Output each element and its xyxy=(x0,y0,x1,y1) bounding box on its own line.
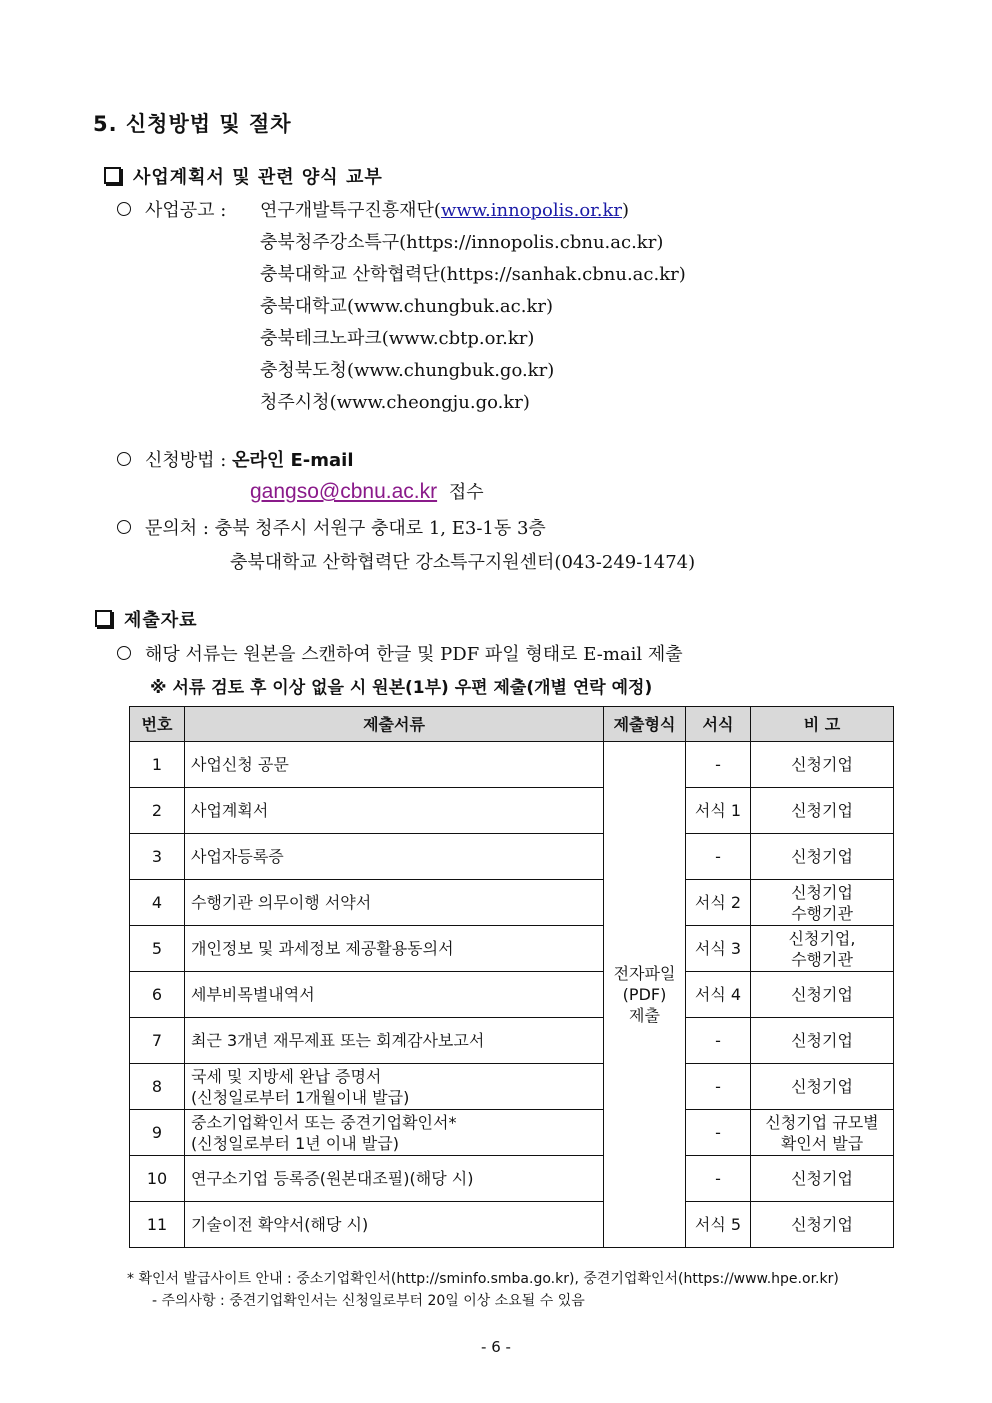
table-row: 8 국세 및 지방세 완납 증명서 (신청일로부터 1개월이내 발급) - 신청기업 xyxy=(130,1064,894,1110)
section-title: 5. 신청방법 및 절차 xyxy=(93,112,292,136)
table-row: 4 수행기관 의무이행 서약서 서식 2 신청기업 수행기관 xyxy=(130,880,894,926)
table-row: 1 사업신청 공문 전자파일 (PDF) 제출 - 신청기업 xyxy=(130,742,894,788)
subsection-heading-submission: 제출자료 xyxy=(95,606,198,632)
table-row: 7 최근 3개년 재무제표 또는 회계감사보고서 - 신청기업 xyxy=(130,1018,894,1064)
header-format: 제출형식 xyxy=(604,707,686,742)
format-merged-cell: 전자파일 (PDF) 제출 xyxy=(604,742,686,1248)
table-header-row xyxy=(130,707,894,742)
notice-line: 연구개발특구진흥재단(www.innopolis.or.kr) xyxy=(260,200,630,221)
header-note: 비 고 xyxy=(751,707,894,742)
submission-table xyxy=(129,706,894,1248)
contact-line2: 충북대학교 산학협력단 강소특구지원센터(043-249-1474) xyxy=(230,552,696,573)
notice-line: 충북테크노파크(www.cbtp.or.kr) xyxy=(260,328,535,349)
notice-line: 충북청주강소특구(https://innopolis.cbnu.ac.kr) xyxy=(260,232,664,253)
table-row: 3 사업자등록증 - 신청기업 xyxy=(130,834,894,880)
notice-line: 충청북도청(www.chungbuk.go.kr) xyxy=(260,360,555,381)
notice-link[interactable]: www.innopolis.or.kr xyxy=(440,200,623,221)
submission-note: ※ 서류 검토 후 이상 없을 시 원본(1부) 우편 제출(개별 연락 예정) xyxy=(150,678,653,698)
checkbox-square-icon xyxy=(95,610,112,627)
method-row: 신청방법 : 온라인 E-mail xyxy=(117,446,354,472)
table-row: 6 세부비목별내역서 서식 4 신청기업 xyxy=(130,972,894,1018)
table-row: 5 개인정보 및 과세정보 제공활용동의서 서식 3 신청기업, 수행기관 xyxy=(130,926,894,972)
header-form: 서식 xyxy=(686,707,751,742)
circle-bullet-icon xyxy=(117,452,131,466)
header-doc: 제출서류 xyxy=(185,707,604,742)
notice-line: 충북대학교(www.chungbuk.ac.kr) xyxy=(260,296,553,317)
email-link[interactable]: gangso@cbnu.ac.kr xyxy=(250,480,438,503)
email-row: gangso@cbnu.ac.kr 접수 xyxy=(250,480,484,503)
circle-bullet-icon xyxy=(117,646,131,660)
footnote-sites: * 확인서 발급사이트 안내 : 중소기업확인서(http://sminfo.smba.go.kr), 중견기업확인서(https://www.hpe.or.kr) xyxy=(127,1271,839,1287)
contact-row: 문의처 : 충북 청주시 서원구 충대로 1, E3-1동 3층 xyxy=(117,514,546,540)
notice-line: 청주시청(www.cheongju.go.kr) xyxy=(260,392,530,413)
footnote-caution: - 주의사항 : 중견기업확인서는 신청일로부터 20일 이상 소요될 수 있음 xyxy=(152,1293,585,1309)
table-row: 10 연구소기업 등록증(원본대조필)(해당 시) - 신청기업 xyxy=(130,1156,894,1202)
subsection-heading-forms: 사업계획서 및 관련 양식 교부 xyxy=(104,163,383,189)
submission-bullet: 해당 서류는 원본을 스캔하여 한글 및 PDF 파일 형태로 E-mail 제출 xyxy=(117,640,683,666)
circle-bullet-icon xyxy=(117,202,131,216)
checkbox-square-icon xyxy=(104,167,121,184)
page-number: - 6 - xyxy=(481,1338,511,1356)
header-no: 번호 xyxy=(130,707,185,742)
table-row: 9 중소기업확인서 또는 중견기업확인서* (신청일로부터 1년 이내 발급) - 신청기업 규모별 확인서 발급 xyxy=(130,1110,894,1156)
table-row: 2 사업계획서 서식 1 신청기업 xyxy=(130,788,894,834)
notice-label-row: 사업공고 : xyxy=(117,196,226,222)
table-row: 11 기술이전 확약서(해당 시) 서식 5 신청기업 xyxy=(130,1202,894,1248)
circle-bullet-icon xyxy=(117,520,131,534)
notice-line: 충북대학교 산학협력단(https://sanhak.cbnu.ac.kr) xyxy=(260,264,686,285)
